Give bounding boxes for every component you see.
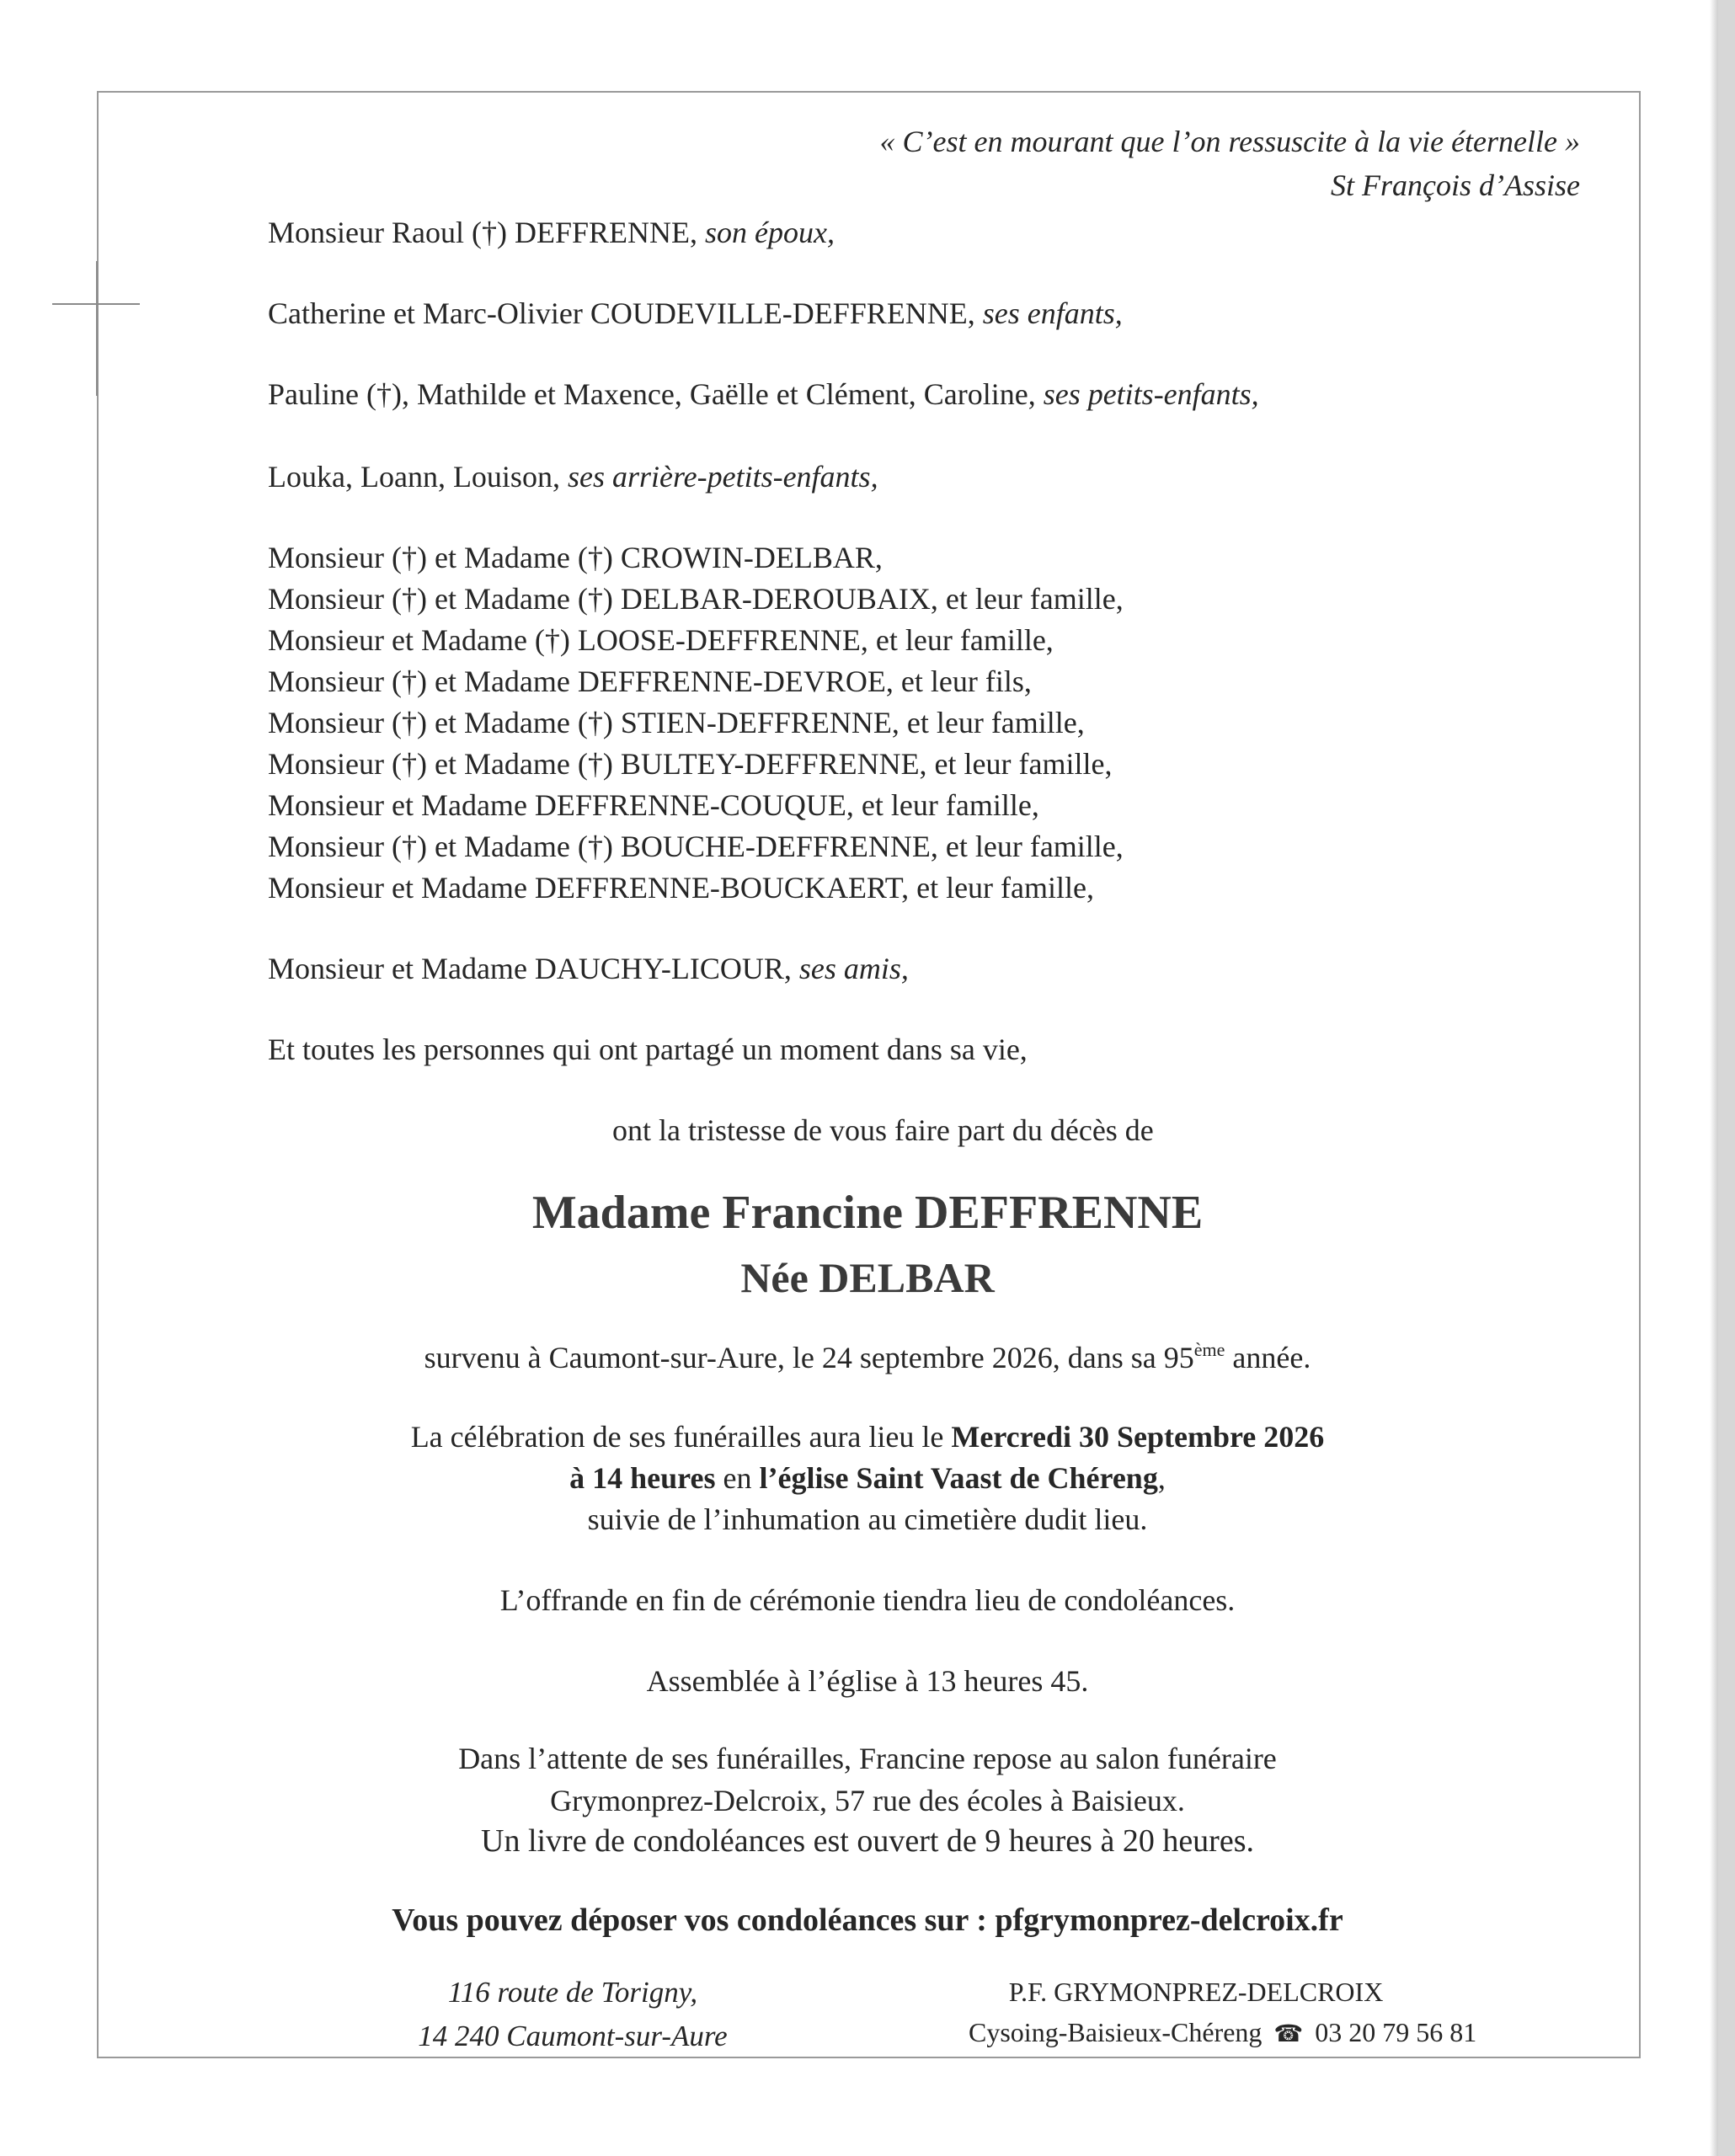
funeral-time: à 14 heures: [569, 1461, 716, 1495]
relative-line: Monsieur (†) et Madame (†) STIEN-DEFFRENNE, et leur famille,: [268, 706, 1085, 739]
spouse-role: son époux,: [704, 216, 835, 249]
offering-line: L’offrande en fin de cérémonie tiendra lieu de condoléances.: [499, 1583, 1236, 1617]
condolences-line: Vous pouvez déposer vos condoléances sur : pfgrymonprez-delcroix.fr: [392, 1903, 1343, 1938]
friends-role: ses amis,: [798, 952, 909, 985]
cross-icon-horizontal: [52, 303, 140, 305]
death-sup: ème: [1193, 1339, 1225, 1360]
relative-line: Monsieur (†) et Madame (†) BOUCHE-DEFFRENNE, et leur famille,: [268, 830, 1124, 863]
quote-text: « C’est en mourant que l’on ressuscite à la vie éternelle »: [879, 125, 1580, 158]
repose-line-2: Grymonprez-Delcroix, 57 rue des écoles à Baisieux.: [550, 1784, 1185, 1817]
death-line: [0, 1339, 1735, 1376]
grandchildren-role: ses petits-enfants,: [1043, 377, 1259, 411]
family-line-grandchildren: [268, 376, 1259, 413]
cross-icon-vertical: [96, 261, 98, 396]
deceased-maiden-name: Née DELBAR: [740, 1254, 995, 1301]
relative-line: Monsieur (†) et Madame DEFFRENNE-DEVROE, et leur fils,: [268, 664, 1032, 698]
relative-line: Monsieur (†) et Madame (†) DELBAR-DEROUBAIX, et leur famille,: [268, 582, 1124, 616]
quote-author: St François d’Assise: [1331, 168, 1580, 202]
deceased-name: Madame Francine DEFFRENNE: [531, 1187, 1204, 1239]
death-end: année.: [1225, 1341, 1311, 1374]
family-line-spouse: [268, 214, 835, 251]
relative-line: Monsieur et Madame (†) LOOSE-DEFFRENNE, et leur famille,: [268, 623, 1054, 657]
funeral-date: Mercredi 30 Septembre 2026: [951, 1420, 1325, 1454]
funeral-connector: en: [715, 1461, 760, 1495]
repose-line-3: Un livre de condoléances est ouvert de 9 heures à 20 heures.: [481, 1823, 1254, 1859]
address-line-2: 14 240 Caumont-sur-Aure: [418, 2020, 728, 2052]
company-contact: [969, 2013, 1477, 2054]
family-line-others: Et toutes les personnes qui ont partagé un moment dans sa vie,: [268, 1033, 1028, 1066]
relative-line: Monsieur (†) et Madame (†) BULTEY-DEFFRENNE, et leur famille,: [268, 747, 1113, 781]
funeral-intro: La célébration de ses funérailles aura lieu le: [410, 1420, 952, 1454]
repose-line-1: Dans l’attente de ses funérailles, Francine repose au salon funéraire: [458, 1742, 1277, 1775]
spouse-name: Monsieur Raoul (†) DEFFRENNE,: [268, 216, 697, 249]
children-names: Catherine et Marc-Olivier COUDEVILLE-DEFFRENNE,: [268, 296, 975, 330]
funeral-church: l’église Saint Vaast de Chéreng: [759, 1461, 1158, 1495]
address-line-1: 116 route de Torigny,: [447, 1976, 698, 2009]
friends-names: Monsieur et Madame DAUCHY-LICOUR,: [268, 952, 792, 985]
family-line-friends: [268, 950, 909, 987]
announcement: ont la tristesse de vous faire part du décès de: [612, 1113, 1154, 1147]
funeral-comma: ,: [1157, 1461, 1166, 1495]
great-grandchildren-role: ses arrière-petits-enfants,: [567, 460, 878, 494]
death-text: survenu à Caumont-sur-Aure, le 24 septembre 2026, dans sa 95: [424, 1341, 1194, 1374]
relative-line: Monsieur et Madame DEFFRENNE-BOUCKAERT, et leur famille,: [268, 871, 1094, 905]
family-line-children: [268, 295, 1123, 332]
children-role: ses enfants,: [982, 296, 1123, 330]
family-line-great-grandchildren: [268, 458, 878, 495]
relative-line: Monsieur (†) et Madame (†) CROWIN-DELBAR,: [268, 541, 883, 574]
great-grandchildren-names: Louka, Loann, Louison,: [268, 460, 560, 494]
company-phone: 03 20 79 56 81: [1315, 2017, 1477, 2047]
company-locations: Cysoing-Baisieux-Chéreng: [969, 2017, 1263, 2047]
grandchildren-names: Pauline (†), Mathilde et Maxence, Gaëlle et Clément, Caroline,: [268, 377, 1036, 411]
funeral-line-1: [0, 1418, 1735, 1455]
assembly-line: Assemblée à l’église à 13 heures 45.: [646, 1664, 1089, 1698]
funeral-line-3: suivie de l’inhumation au cimetière dudit lieu.: [587, 1502, 1148, 1536]
telephone-icon: ☎: [1273, 2021, 1304, 2047]
company-name: P.F. GRYMONPREZ-DELCROIX: [1008, 1977, 1384, 2007]
relative-line: Monsieur et Madame DEFFRENNE-COUQUE, et leur famille,: [268, 788, 1039, 822]
funeral-line-2: [0, 1460, 1735, 1497]
